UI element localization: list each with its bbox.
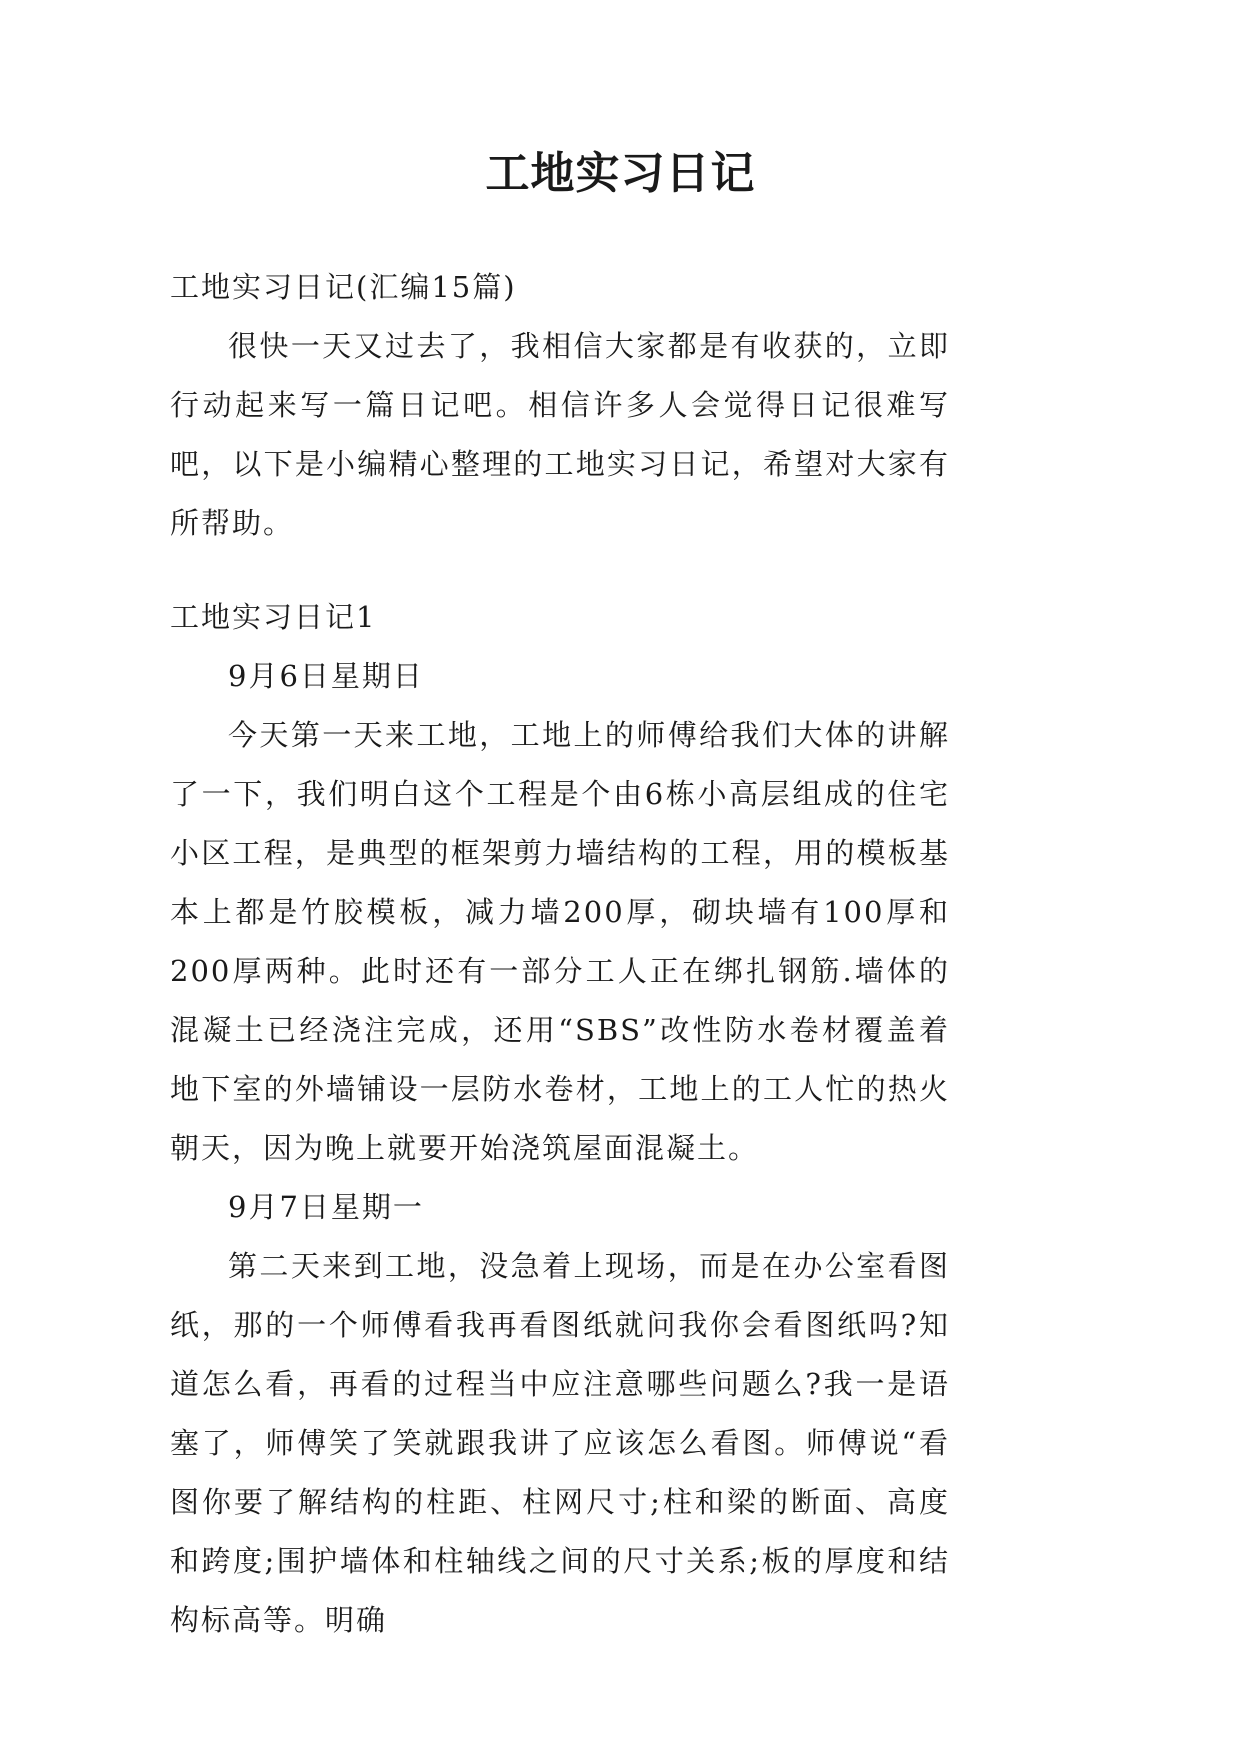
document-body: [170, 258, 950, 1650]
entry-heading: 工地实习日记1: [170, 600, 377, 634]
entry-paragraph-2: 第二天来到工地，没急着上现场，而是在办公室看图纸，那的一个师傅看我再看图纸就问我你会看图纸吗?知道怎么看，再看的过程当中应注意哪些问题么?我一是语塞了，师傅笑了笑就跟我讲了应该怎么看图。师傅说“看图你要了解结构的柱距、柱网尺寸;柱和梁的断面、高度和跨度;围护墙体和柱轴线之间的尺寸关系;板的厚度和结构标高等。明确: [170, 1249, 950, 1637]
intro-paragraph: 很快一天又过去了，我相信大家都是有收获的，立即行动起来写一篇日记吧。相信许多人会觉得日记很难写吧，以下是小编精心整理的工地实习日记，希望对大家有所帮助。: [170, 329, 950, 540]
document-title: 工地实习日记: [485, 148, 756, 199]
entry-date-1: 9月6日星期日: [228, 659, 424, 693]
entry-paragraph-1: 今天第一天来工地，工地上的师傅给我们大体的讲解了一下，我们明白这个工程是个由6栋小高层组成的住宅小区工程，是典型的框架剪力墙结构的工程，用的模板基本上都是竹胶模板，减力墙200厚，砌块墙有100厚和200厚两种。此时还有一部分工人正在绑扎钢筋.墙体的混凝土已经浇注完成，还用“SBS”改性防水卷材覆盖着地下室的外墙铺设一层防水卷材，工地上的工人忙的热火朝天，因为晚上就要开始浇筑屋面混凝土。: [170, 718, 950, 1165]
collection-heading: 工地实习日记(汇编15篇): [170, 270, 517, 304]
entry-date-2: 9月7日星期一: [228, 1190, 424, 1224]
